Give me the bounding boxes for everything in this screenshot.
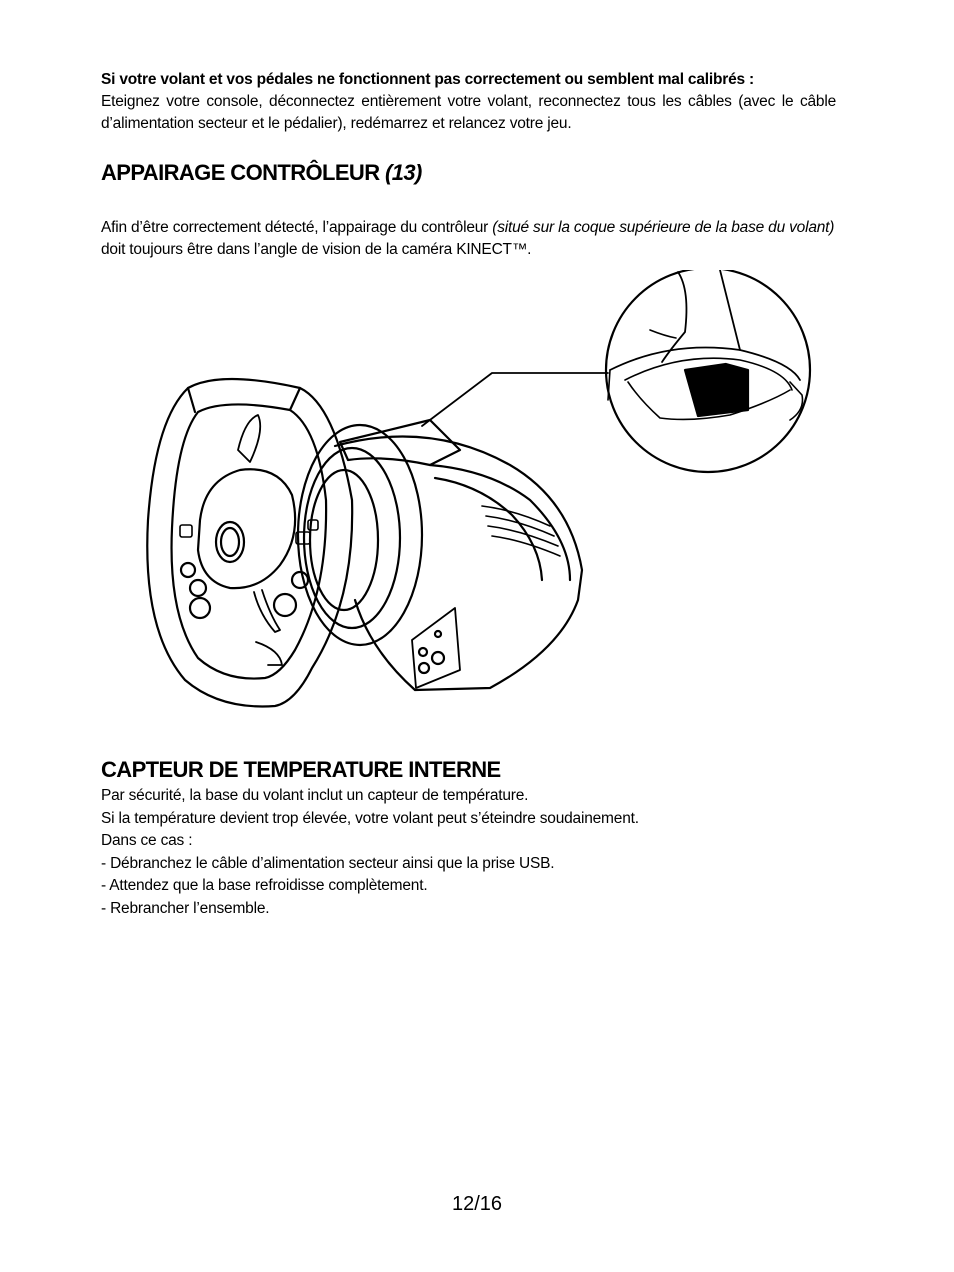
pairing-text-before: Afin d’être correctement détecté, l’appairage du contrôleur [101, 219, 493, 236]
troubleshoot-section [101, 69, 836, 135]
temperature-step: - Rebrancher l’ensemble. [101, 899, 270, 917]
temperature-line: Si la température devient trop élevée, votre volant peut s’éteindre soudainement. [101, 809, 639, 827]
pairing-heading [101, 160, 422, 186]
troubleshoot-body: Eteignez votre console, déconnectez entièrement votre volant, reconnectez tous les câbles (avec le câble d’alimentation secteur et le pédalier), redémarrez et relancez votre jeu. [101, 93, 836, 132]
steering-wheel-rim-icon [147, 379, 352, 706]
zoom-leader-line [422, 373, 608, 426]
pairing-text-after: doit toujours être dans l’angle de vision de la caméra KINECT™. [101, 241, 532, 258]
wheel-base-icon [298, 420, 582, 690]
temperature-line: Par sécurité, la base du volant inclut un capteur de température. [101, 787, 529, 804]
temperature-step: - Attendez que la base refroidisse complètement. [101, 877, 428, 895]
pairing-heading-text: APPAIRAGE CONTRÔLEUR [101, 160, 380, 185]
page-number: 12/16 [451, 1193, 503, 1215]
pairing-paragraph [101, 217, 836, 261]
troubleshoot-title: Si votre volant et vos pédales ne fonctionnent pas correctement ou semblent mal calibrés : [101, 71, 754, 88]
pairing-text-italic: (situé sur la coque supérieure de la base du volant) [492, 219, 835, 236]
temperature-body [101, 785, 836, 921]
steering-wheel-illustration [130, 270, 820, 720]
temperature-line: Dans ce cas : [101, 832, 193, 850]
pairing-heading-ref: (13) [385, 160, 422, 185]
temperature-heading: CAPTEUR DE TEMPERATURE INTERNE [101, 757, 501, 782]
controller-pairing-zoom-icon [606, 270, 810, 472]
temperature-step: - Débranchez le câble d’alimentation secteur ainsi que la prise USB. [101, 854, 555, 872]
